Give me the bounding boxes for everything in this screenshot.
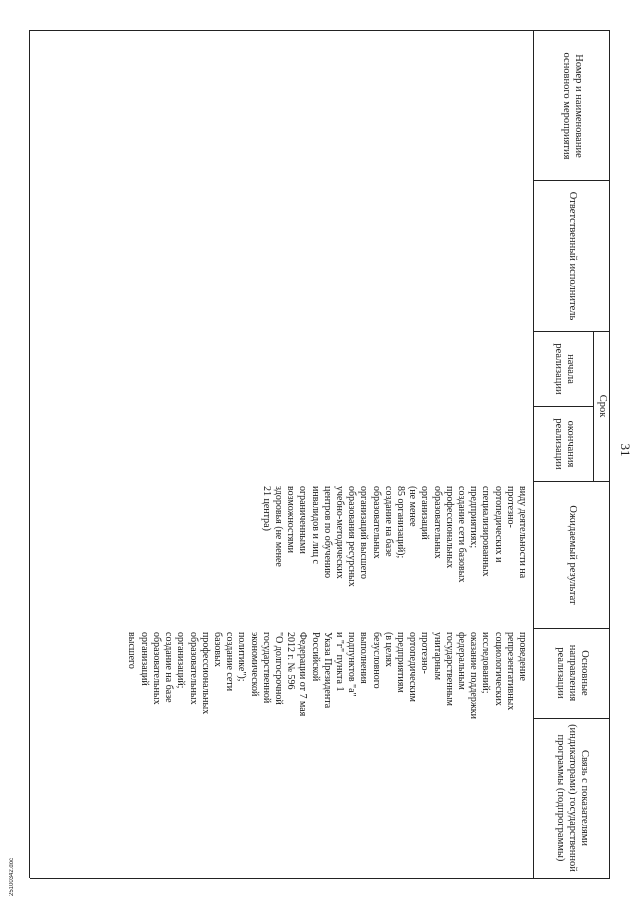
direction-line: государственной xyxy=(260,632,272,704)
direction-line: Указа Президента xyxy=(321,632,333,709)
result-line: образовательных xyxy=(431,486,443,559)
col-divider-1 xyxy=(534,180,610,181)
direction-line: проведение xyxy=(517,632,528,681)
result-line: образования ресурсных xyxy=(346,486,358,587)
col-divider-4 xyxy=(534,481,610,482)
direction-line: высшего xyxy=(126,632,138,669)
col-divider-6 xyxy=(534,718,610,719)
direction-line: создание сети xyxy=(224,632,236,692)
result-line: предприятиях; xyxy=(468,486,480,549)
header-term-end: окончания реализации xyxy=(553,418,576,470)
result-line: ограниченными xyxy=(297,486,309,554)
direction-line: ортопедическим xyxy=(407,632,419,702)
col-divider-5 xyxy=(534,628,610,629)
direction-line: репрезентативных xyxy=(504,632,516,711)
header-executor: Ответственный исполнитель xyxy=(567,191,578,321)
header-link-indicators: Связь с показателями (индикаторами) государственной программы (подпрограммы) xyxy=(555,724,590,872)
direction-line: создание на базе xyxy=(163,632,175,703)
direction-line: предприятиям xyxy=(394,632,406,693)
direction-line: (в целях xyxy=(382,632,394,667)
direction-line: и "г" пункта 1 xyxy=(333,632,345,692)
direction-line: экономической xyxy=(248,632,260,697)
result-line: ортопедических и xyxy=(492,486,504,563)
direction-line: выполнения xyxy=(358,632,370,684)
result-line: 21 центра) xyxy=(260,486,272,531)
direction-line: оказание поддержки xyxy=(468,632,480,719)
result-line: центров по обучению xyxy=(321,486,333,579)
direction-line: протезно- xyxy=(419,632,431,674)
direction-line: исследований; xyxy=(480,632,492,694)
direction-line: Федерации от 7 мая xyxy=(297,632,309,717)
result-line: возможностями xyxy=(285,486,297,554)
footer-doc-code: 25100342.doc xyxy=(9,857,15,896)
header-term: Срок xyxy=(597,394,608,418)
result-line: здоровья (не менее xyxy=(272,486,284,567)
header-expected-result: Ожидаемый результат xyxy=(567,505,578,605)
direction-line: безусловного xyxy=(370,632,382,689)
result-line: специализированных xyxy=(480,486,492,577)
result-line: (не менее xyxy=(407,486,419,527)
result-line: учебно-методических xyxy=(333,486,345,579)
header-num-name: Номер и наименование основного мероприятия xyxy=(561,52,584,160)
direction-line: государственным xyxy=(443,632,455,706)
result-line: создание сети базовых xyxy=(455,486,467,583)
direction-line: 2012 г. № 596 xyxy=(285,632,297,690)
header-main-directions: Основные направления реализации xyxy=(555,644,590,702)
result-line: профессиональных xyxy=(443,486,455,569)
result-line: организаций xyxy=(419,486,431,540)
table-left-border xyxy=(30,30,610,31)
direction-line: социологических xyxy=(492,632,504,706)
result-line: протезно- xyxy=(504,486,516,528)
direction-line: организаций xyxy=(138,632,150,686)
col-divider-3 xyxy=(534,406,594,407)
expected-result-cell xyxy=(260,486,528,626)
direction-line: унитарным xyxy=(431,632,443,681)
table-right-border xyxy=(30,878,610,879)
direction-line: Российской xyxy=(309,632,321,682)
direction-line: профессиональных xyxy=(199,632,211,715)
direction-line: образовательных xyxy=(187,632,199,705)
direction-line: базовых xyxy=(211,632,223,667)
page-number: 31 xyxy=(618,443,633,457)
header-term-start: начала реализации xyxy=(553,343,576,395)
direction-line: федеральным xyxy=(455,632,467,690)
direction-line: "О долгосрочной xyxy=(272,632,284,705)
result-line: инвалидов и лиц с xyxy=(309,486,321,564)
main-directions-cell xyxy=(125,632,528,719)
table-bottom-border xyxy=(29,30,30,878)
result-line: создание на базе xyxy=(382,486,394,557)
result-line: организаций высшего xyxy=(358,486,370,580)
direction-line: политике"); xyxy=(236,632,248,682)
result-line: виду деятельности на xyxy=(517,486,528,579)
result-line: 85 организаций); xyxy=(394,486,406,559)
direction-line: организаций; xyxy=(175,632,187,689)
result-line: образовательных xyxy=(370,486,382,559)
direction-line: образовательных xyxy=(150,632,162,705)
direction-line: подпунктов "а" xyxy=(346,632,358,697)
